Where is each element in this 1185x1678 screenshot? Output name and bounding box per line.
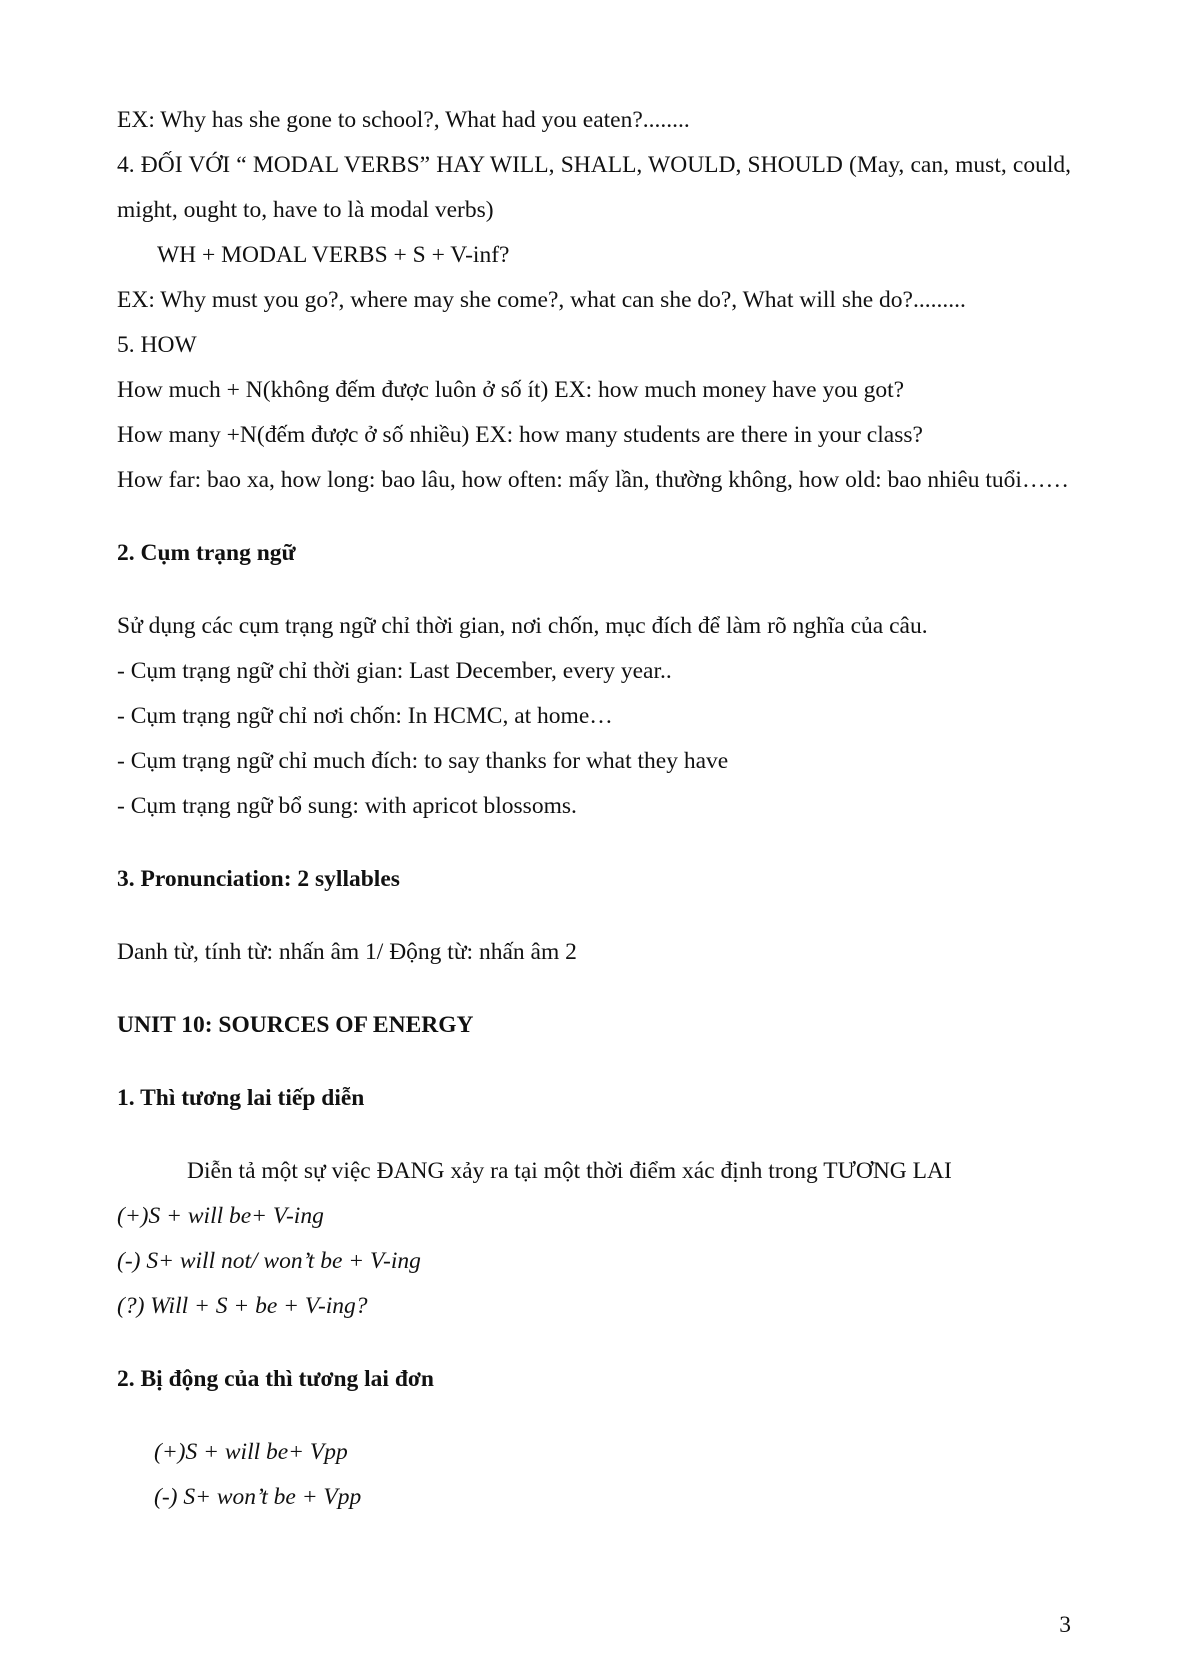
passive-future-negative: (-) S+ won’t be + Vpp bbox=[154, 1484, 362, 1510]
how-heading: 5. HOW bbox=[117, 332, 197, 358]
adverbial-item: - Cụm trạng ngữ chỉ much đích: to say thanks for what they have bbox=[117, 748, 729, 774]
future-continuous-question: (?) Will + S + be + V-ing? bbox=[117, 1293, 368, 1319]
future-continuous-affirmative: (+)S + will be+ V-ing bbox=[117, 1203, 324, 1229]
adverbial-intro: Sử dụng các cụm trạng ngữ chỉ thời gian, nơi chốn, mục đích để làm rõ nghĩa của câu. bbox=[117, 613, 928, 639]
adverbial-item: - Cụm trạng ngữ chỉ nơi chốn: In HCMC, at home… bbox=[117, 703, 613, 729]
pronunciation-rule: Danh từ, tính từ: nhấn âm 1/ Động từ: nhấn âm 2 bbox=[117, 939, 577, 965]
pronunciation-heading: 3. Pronunciation: 2 syllables bbox=[117, 866, 400, 892]
passive-future-heading: 2. Bị động của thì tương lai đơn bbox=[117, 1366, 434, 1392]
future-continuous-heading: 1. Thì tương lai tiếp diễn bbox=[117, 1085, 365, 1111]
page-number: 3 bbox=[1059, 1612, 1071, 1638]
future-continuous-negative: (-) S+ will not/ won’t be + V-ing bbox=[117, 1248, 421, 1274]
example-modal-questions: EX: Why must you go?, where may she come?, what can she do?, What will she do?......... bbox=[117, 287, 966, 313]
unit-10-title: UNIT 10: SOURCES OF ENERGY bbox=[117, 1012, 474, 1038]
document-page bbox=[117, 98, 1071, 1520]
modal-verbs-formula: WH + MODAL VERBS + S + V-inf? bbox=[157, 242, 510, 268]
how-far-rule: How far: bao xa, how long: bao lâu, how often: mấy lần, thường không, how old: bao nhiêu tuổi…… bbox=[117, 467, 1069, 493]
adverbial-item: - Cụm trạng ngữ chỉ thời gian: Last December, every year.. bbox=[117, 658, 672, 684]
future-continuous-description: Diễn tả một sự việc ĐANG xảy ra tại một thời điểm xác định trong TƯƠNG LAI bbox=[187, 1158, 952, 1184]
how-many-rule: How many +N(đếm được ở số nhiều) EX: how many students are there in your class? bbox=[117, 422, 923, 448]
adverbial-heading: 2. Cụm trạng ngữ bbox=[117, 540, 296, 566]
passive-future-affirmative: (+)S + will be+ Vpp bbox=[154, 1439, 348, 1465]
adverbial-item: - Cụm trạng ngữ bổ sung: with apricot blossoms. bbox=[117, 793, 577, 819]
how-much-rule: How much + N(không đếm được luôn ở số ít) EX: how much money have you got? bbox=[117, 377, 905, 403]
example-perfect-questions: EX: Why has she gone to school?, What had you eaten?........ bbox=[117, 107, 690, 133]
modal-verbs-heading: 4. ĐỐI VỚI “ MODAL VERBS” HAY WILL, SHALL, WOULD, SHOULD (May, can, must, could, might, ought to, have to là modal verbs) bbox=[117, 152, 1071, 223]
